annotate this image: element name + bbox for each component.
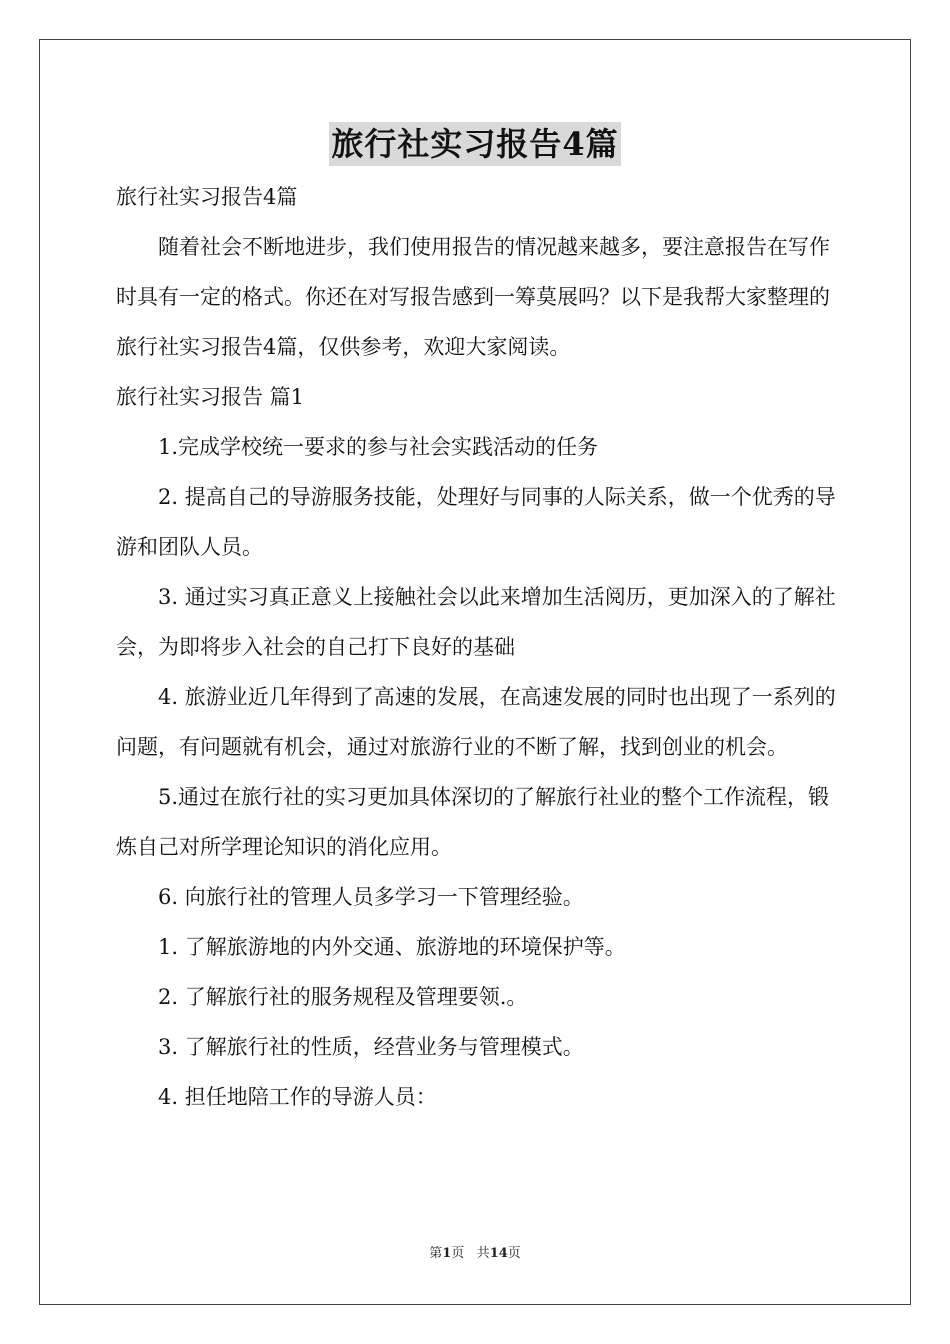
page-number: 1 xyxy=(442,1246,452,1261)
page-prefix: 第 xyxy=(429,1246,443,1261)
section-heading: 旅行社实习报告 篇1 xyxy=(116,385,305,409)
title-container xyxy=(0,122,950,166)
document-title: 旅行社实习报告4篇 xyxy=(329,122,620,166)
document-subtitle: 旅行社实习报告4篇 xyxy=(116,185,298,209)
list-item: 6. 向旅行社的管理人员多学习一下管理经验。 xyxy=(158,885,584,909)
list-item: 3. 通过实习真正意义上接触社会以此来增加生活阅历，更加深入的了解社会，为即将步入社会的自己打下良好的基础 xyxy=(116,585,836,659)
page-footer xyxy=(0,1244,950,1264)
total-suffix: 页 xyxy=(507,1246,521,1261)
list-item: 4. 旅游业近几年得到了高速的发展，在高速发展的同时也出现了一系列的问题，有问题就有机会，通过对旅游行业的不断了解，找到创业的机会。 xyxy=(116,685,836,759)
list-item: 5.通过在旅行社的实习更加具体深切的了解旅行社业的整个工作流程，锻炼自己对所学理论知识的消化应用。 xyxy=(116,785,830,859)
list-item: 2. 提高自己的导游服务技能，处理好与同事的人际关系，做一个优秀的导游和团队人员。 xyxy=(116,485,836,559)
list-item: 4. 担任地陪工作的导游人员： xyxy=(158,1085,437,1109)
list-item: 3. 了解旅行社的性质，经营业务与管理模式。 xyxy=(158,1035,584,1059)
list-item: 1. 了解旅游地的内外交通、旅游地的环境保护等。 xyxy=(158,935,626,959)
list-item: 1.完成学校统一要求的参与社会实践活动的任务 xyxy=(158,435,599,459)
page-suffix: 页 xyxy=(451,1246,465,1261)
list-item: 2. 了解旅行社的服务规程及管理要领.。 xyxy=(158,985,528,1009)
total-prefix: 共 xyxy=(476,1246,490,1261)
total-pages: 14 xyxy=(489,1246,508,1261)
document-body xyxy=(116,172,836,1122)
intro-paragraph: 随着社会不断地进步，我们使用报告的情况越来越多，要注意报告在写作时具有一定的格式。你还在对写报告感到一筹莫展吗？以下是我帮大家整理的旅行社实习报告4篇，仅供参考，欢迎大家阅读。 xyxy=(116,235,830,359)
